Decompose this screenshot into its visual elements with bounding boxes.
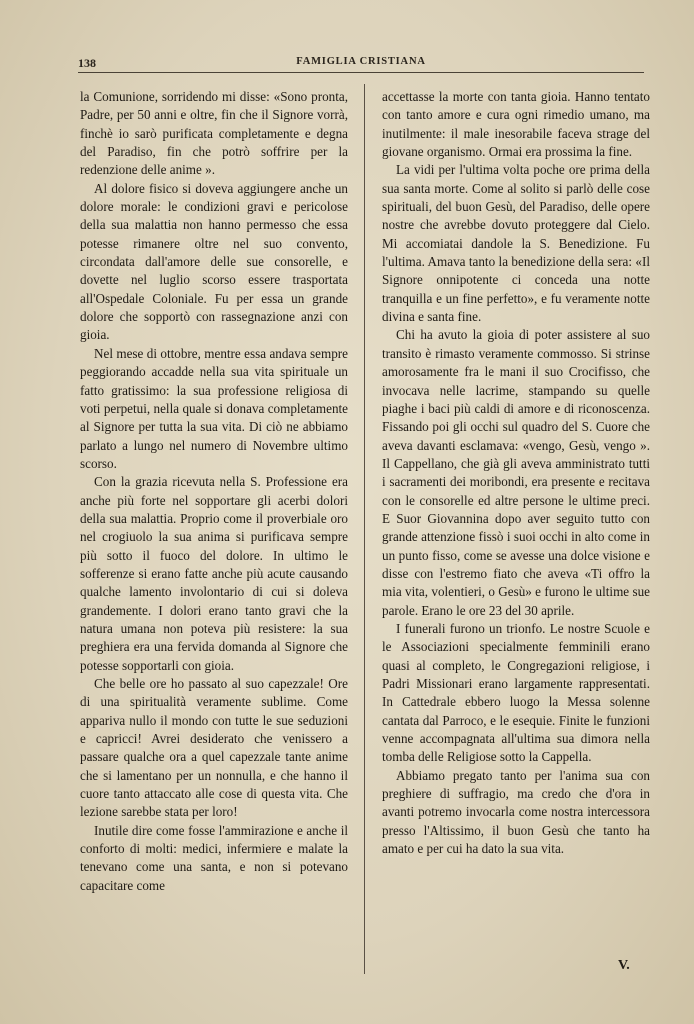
paragraph: la Comunione, sorridendo mi disse: «Sono pronta, Padre, per 50 anni e oltre, fin che il Signore vorrà, finchè io sarò purificata completamente e degna del Paradiso, fin che potrò soffrire per la redenzione delle anime ». [80, 89, 348, 178]
paragraph: Nel mese di ottobre, mentre essa andava sempre peggiorando accadde nella sua vita spirituale un fatto gratissimo: la sua professione religiosa di voti perpetui, nella quale si donava completamente al Signore per tutta la sua vita. Di ciò ne abbiamo parlato a lungo nel numero di Novembre ultimo scorso. [80, 345, 348, 471]
column-divider [364, 84, 365, 974]
running-title: FAMIGLIA CRISTIANA [296, 56, 426, 67]
paragraph: accettasse la morte con tanta gioia. Hanno tentato con tanto amore e cura ogni rimedio umano, ma inutilmente: il male inesorabile faceva strage del giovane organismo. Ormai era prossima la fine. [382, 89, 650, 160]
paragraph: Con la grazia ricevuta nella S. Professione era anche più forte nel sopportare gli acerbi dolori della sua malattia. Proprio come il proverbiale oro nel crogiuolo la sua anima si purificava sempre più sotto il fuoco del dolore. In ultimo le sofferenze si erano fatte anche più acute causando qualche lamento involontario di cui si doleva grandemente. I dolori erano tanto gravi che la natura umana non poteva più resistere: la sua preghiera era una fervida domanda al Signore che potesse sopportarli con gioia. [80, 474, 348, 673]
right-column [382, 88, 650, 858]
paragraph: Abbiamo pregato tanto per l'anima sua con preghiere di suffragio, ma credo che d'ora in avanti potremo invocarla come nostra intercessora presso l'Altissimo, il buon Gesù che tanto ha amato e per cui ha dato la sua vita. [382, 767, 650, 857]
header-rule [78, 72, 644, 73]
paragraph: Al dolore fisico si doveva aggiungere anche un dolore morale: le condizioni gravi e pericolose della sua malattia non hanno permesso che essa potesse rimanere oltre nel suo convento, circondata dall'amore delle sue consorelle, e dovette nel luglio scorso essere trasportata all'Ospedale Coloniale. Fu per essa un grande dolore che sopportò con rassegnazione anzi con gioia. [80, 180, 348, 343]
paragraph: I funerali furono un trionfo. Le nostre Scuole e le Associazioni specialmente femminili erano quasi al completo, le Congregazioni religiose, i Padri Missionari erano largamente rappresentati. In Cattedrale ebbero luogo la Messa solenne cantata dal Parroco, e le esequie. Finite le funzioni venne accompagnata all'ultima sua dimora nella tomba delle Religiose sotto la Cappella. [382, 620, 650, 765]
paragraph: La vidi per l'ultima volta poche ore prima della sua santa morte. Come al solito si parlò delle cose spirituali, del buon Gesù, del Paradiso, delle opere nostre che avrebbe dovuto proteggere dal Cielo. Mi accomiatai dandole la S. Benedizione. Fu l'ultima. Amava tanto la benedizione della sera: «Il Signore onnipotente ci conceda una notte tranquilla e un fine perfetto», e fu veramente notte divina e santa fine. [382, 162, 650, 325]
paragraph: Inutile dire come fosse l'ammirazione e anche il conforto di molti: medici, infermiere e malate la tenevano come una santa, e non si potevano capacitare come [80, 822, 348, 893]
paragraph: Che belle ore ho passato al suo capezzale! Ore di una spiritualità veramente sublime. Come appariva nullo il mondo con tutte le sue seduzioni e capricci! Avrei desiderato che venissero a passare qualche ora a quel capezzale tante anime che si lamentano per un nonnulla, e che hanno il cuore tanto attaccato alle cose di questa vita. Che lezione sarebbe stata per loro! [80, 676, 348, 820]
author-signature: V. [618, 958, 630, 973]
paragraph: Chi ha avuto la gioia di poter assistere al suo transito è rimasto veramente commosso. Si strinse amorosamente fra le mani il suo Crocifisso, che invocava nelle lacrime, stampando su quelle piaghe i baci più caldi di amore e di riconoscenza. Fissando poi gli occhi sul quadro del S. Cuore che aveva davanti esclamava: «vengo, Gesù, vengo ». Il Cappellano, che già gli aveva amministrato tutti i sacramenti dei moribondi, era presente e recitava con le consorelle ed altre persone le ultime preci. E Suor Giovannina dopo aver seguito tutto con grande attenzione fissò i suoi occhi in alto come in un punto fisso, come se avesse una dolce visione e disse con l'estremo fiato che aveva «Ti offro la mia vita, volentieri, o Gesù» e furono le ultime sue parole. Erano le ore 23 del 30 aprile. [382, 327, 650, 618]
page-number: 138 [78, 56, 96, 70]
left-column [80, 88, 348, 895]
